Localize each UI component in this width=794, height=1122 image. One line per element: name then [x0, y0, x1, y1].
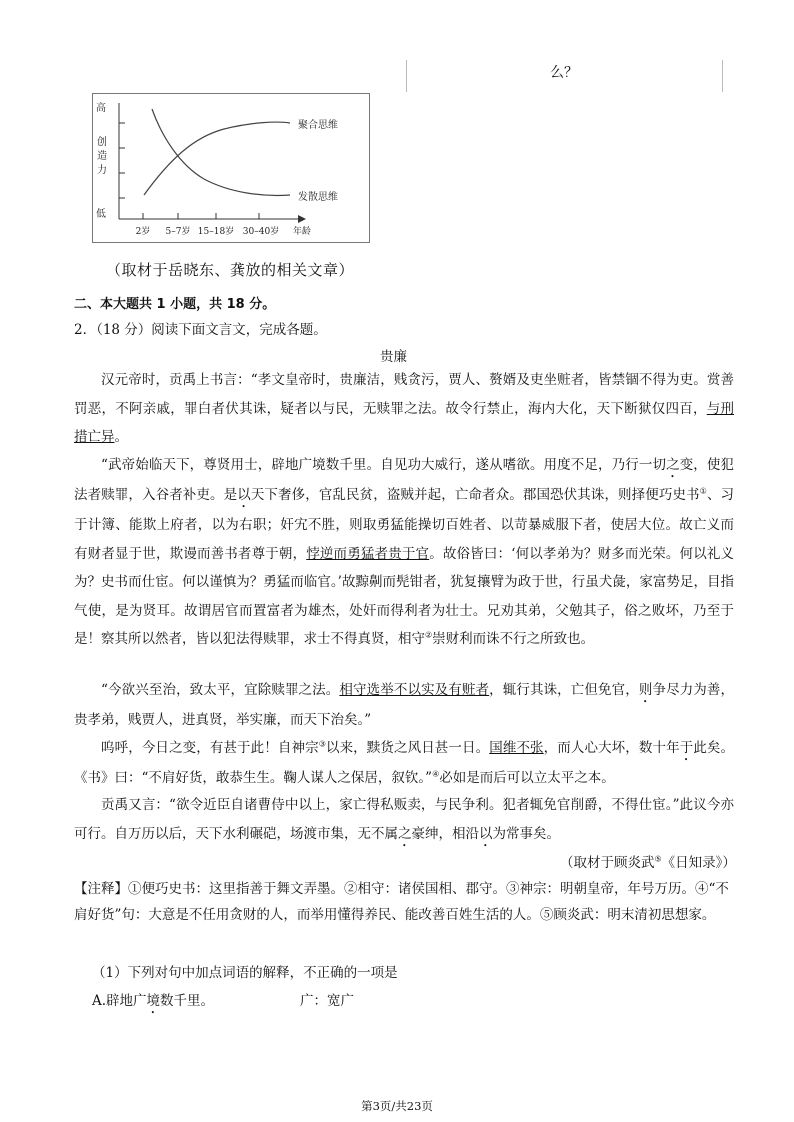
sub-question-1: （1）下列对句中加点词语的解释，不正确的一项是 — [92, 965, 398, 981]
page-footer: 第3页/共23页 — [361, 1099, 433, 1113]
passage-paragraph-2: “武帝始临天下，尊贤用士，辟地广境数千里。自见功大威行，遂从嗜欲。用度不足，乃行一切之变，使犯法者赎罪，入谷者补吏。是以天下奢侈，官乱民贫，盗贼并起，亡命者众。郡国恐伏其诛，则择便巧史书①、习于计簿、能欺上府者，以为右职；奸宄不胜，则取勇猛能操切百姓者、以苛暴威服下者，使居大位。故亡义而有财者显于世，欺谩而善书者尊于朝，悖逆而勇猛者贵于官。故俗皆曰：‘何以孝弟为？财多而光荣。何以礼义为？史书而仕宦。何以谨慎为？勇猛而临官。’故黥劓而髡钳者，犹复攘臂为政于世，行虽犬彘，家富势足，目指气使，是为贤耳。故谓居官而置富者为雄杰，处奸而得利者为壮士。兄劝其弟，父勉其子，俗之败坏，乃至于是！察其所以然者，皆以犯法得赎罪，求士不得真贤，相守②崇财利而诛不行之所致也。 — [74, 457, 735, 647]
dotted-word: 境 — [146, 993, 161, 1009]
x-tick-label: 15–18岁 — [197, 227, 235, 237]
footnote-marker: ① — [699, 486, 707, 496]
y-ticks — [119, 123, 125, 198]
underlined-sentence: 与刑措亡异 — [74, 400, 735, 445]
convergent-thinking-curve — [144, 122, 290, 195]
passage-paragraph-1: 汉元帝时，贡禹上书言：“孝文皇帝时，贵廉洁，贱贪污，贾人、赘婿及吏坐赃者，皆禁锢不得为吏。赏善罚恶，不阿亲戚，罪白者伏其诛，疑者以与民，无赎罪之法。故令行禁止，海内大化，天下断狱仅四百，与刑措亡异。 — [74, 372, 735, 445]
previous-question-fragment: 么？ — [550, 65, 578, 81]
x-tick-label: 2岁 — [135, 227, 151, 237]
creativity-age-figure — [92, 93, 370, 243]
option-a[interactable]: A.辟地广境数千里。 — [92, 993, 215, 1009]
x-tick-label: 5–7岁 — [165, 227, 191, 237]
table-border-right — [722, 60, 723, 92]
dotted-word: 之 — [666, 457, 680, 473]
footnote-marker: ② — [425, 630, 433, 640]
x-axis-title: 年龄 — [292, 227, 312, 237]
figure-caption: （取材于岳晓东、龚放的相关文章） — [106, 261, 355, 279]
divergent-thinking-label: 发散思维 — [298, 192, 338, 203]
passage-paragraph-4: 呜呼，今日之变，有甚于此！自神宗③以来，黩货之风日甚一日。国维不张，而人心大坏，数十年于此矣。《书》曰：“不肩好货，敢恭生生。鞠人谋人之保居，叙钦。”④必如是而后可以立太平之本。 — [74, 739, 735, 786]
passage-title: 贵廉 — [380, 349, 407, 365]
dotted-word: 则 — [638, 682, 653, 698]
passage-paragraph-5: 贡禹又言：“欲令近臣自诸曹侍中以上，家亡得私贩卖，与民争利。犯者辄免官削爵，不得仕宦。”此议今亦可行。自万历以后，天下水利碾硙，场渡市集，无不属之豪绅，相沿以为常事矣。 — [74, 797, 734, 842]
underlined-sentence: 国维不张 — [489, 740, 544, 756]
y-label-high: 高 — [96, 103, 106, 114]
convergent-thinking-label: 聚合思维 — [298, 120, 338, 131]
dotted-word: 以 — [237, 487, 251, 503]
footnote-marker: ④ — [432, 769, 440, 779]
underlined-sentence: 悖逆而勇猛者贵于官 — [306, 545, 430, 562]
annotations: 【注释】①便巧史书：这里指善于舞文弄墨。②相守：诸侯国相、郡守。③神宗：明朝皇帝，年号万历。④“不肩好货”句：大意是不任用贪财的人，而举用懂得养民、能改善百姓生活的人。⑤顾炎武：明末清初思想家。 — [74, 881, 729, 923]
underlined-sentence: 相守选举不以实及有赃者 — [339, 682, 490, 698]
x-ticks — [143, 213, 259, 219]
dotted-word: 以 — [479, 825, 493, 842]
question-stem: 2．（18 分）阅读下面文言文，完成各题。 — [74, 322, 327, 338]
option-a-definition: 广：宽广 — [300, 993, 354, 1009]
dotted-word: 之 — [398, 825, 412, 842]
x-tick-label: 30–40岁 — [242, 227, 280, 237]
y-label-creativity: 创 造 力 — [97, 137, 107, 176]
footnote-marker: ③ — [318, 739, 326, 749]
table-border-left — [406, 60, 407, 92]
passage-source: （取材于顾炎武⑤《日知录》） — [560, 854, 736, 871]
section-heading: 二、本大题共 1 小题，共 18 分。 — [74, 297, 276, 312]
x-axis-arrow — [298, 215, 306, 223]
y-label-low: 低 — [96, 209, 106, 220]
passage-paragraph-3: “今欲兴至治，致太平，宜除赎罪之法。相守选举不以实及有赃者，辄行其诛，亡但免官，则争尽力为善，贵孝弟，贱贾人，进真贤，举实廉，而天下治矣。” — [74, 682, 735, 728]
dotted-word: 于 — [679, 740, 694, 756]
